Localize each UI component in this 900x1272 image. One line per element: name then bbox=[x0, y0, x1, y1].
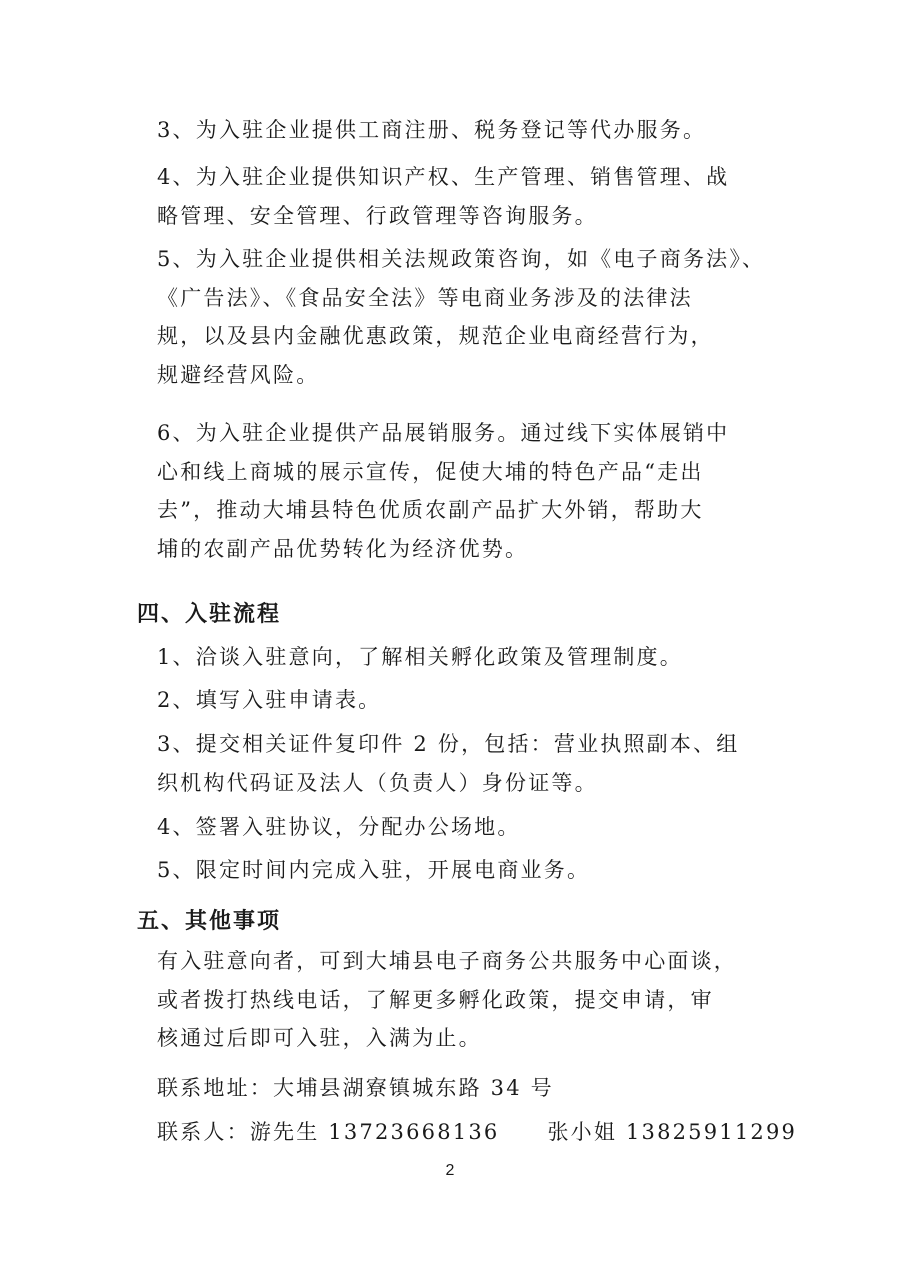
process-step: 1、洽谈入驻意向，了解相关孵化政策及管理制度。 bbox=[157, 645, 683, 669]
text-line: 去”，推动大埔县特色优质农副产品扩大外销，帮助大 bbox=[157, 498, 704, 522]
section-heading-process: 四、入驻流程 bbox=[137, 602, 282, 627]
service-item-3: 3、为入驻企业提供工商注册、税务登记等代办服务。 bbox=[157, 118, 707, 142]
process-step: 2、填写入驻申请表。 bbox=[157, 688, 382, 712]
page-number: 2 bbox=[445, 1162, 455, 1179]
service-item-4 bbox=[157, 158, 752, 235]
text-line: 《广告法》、《食品安全法》等电商业务涉及的法律法 bbox=[157, 285, 693, 310]
process-step: 4、签署入驻协议，分配办公场地。 bbox=[157, 815, 521, 839]
text-line: 规，以及县内金融优惠政策，规范企业电商经营行为， bbox=[157, 324, 714, 348]
contact-persons bbox=[157, 1116, 797, 1146]
text-line: 略管理、安全管理、行政管理等咨询服务。 bbox=[157, 203, 598, 228]
process-step: 5、限定时间内完成入驻，开展电商业务。 bbox=[157, 858, 591, 882]
service-item-6 bbox=[157, 414, 752, 568]
text-line: 核通过后即可入驻，入满为止。 bbox=[157, 1026, 482, 1050]
text-line: 5、为入驻企业提供相关法规政策咨询，如《电子商务法》、 bbox=[157, 247, 766, 271]
text-line: 或者拨打热线电话，了解更多孵化政策，提交申请，审 bbox=[157, 987, 714, 1012]
other-paragraph bbox=[157, 942, 752, 1058]
text-line: 4、为入驻企业提供知识产权、生产管理、销售管理、战 bbox=[157, 165, 730, 189]
contact-person-2: 张小姐 13825911299 bbox=[547, 1120, 798, 1144]
service-item-5 bbox=[157, 240, 766, 394]
contact-address: 联系地址：大埔县湖寮镇城东路 34 号 bbox=[157, 1076, 554, 1100]
contact-person-1: 游先生 13723668136 bbox=[249, 1120, 500, 1144]
contact-label: 联系人： bbox=[157, 1120, 250, 1144]
text-line: 心和线上商城的展示宣传，促使大埔的特色产品“走出 bbox=[157, 459, 704, 484]
text-line: 埔的农副产品优势转化为经济优势。 bbox=[157, 536, 529, 561]
text-line: 有入驻意向者，可到大埔县电子商务公共服务中心面谈， bbox=[157, 949, 737, 973]
text-line: 6、为入驻企业提供产品展销服务。通过线下实体展销中 bbox=[157, 421, 730, 445]
text-line: 规避经营风险。 bbox=[157, 362, 320, 387]
section-heading-other: 五、其他事项 bbox=[137, 909, 282, 934]
process-step: 织机构代码证及法人（负责人）身份证等。 bbox=[157, 771, 598, 795]
process-step: 3、提交相关证件复印件 2 份，包括：营业执照副本、组 bbox=[157, 732, 740, 756]
